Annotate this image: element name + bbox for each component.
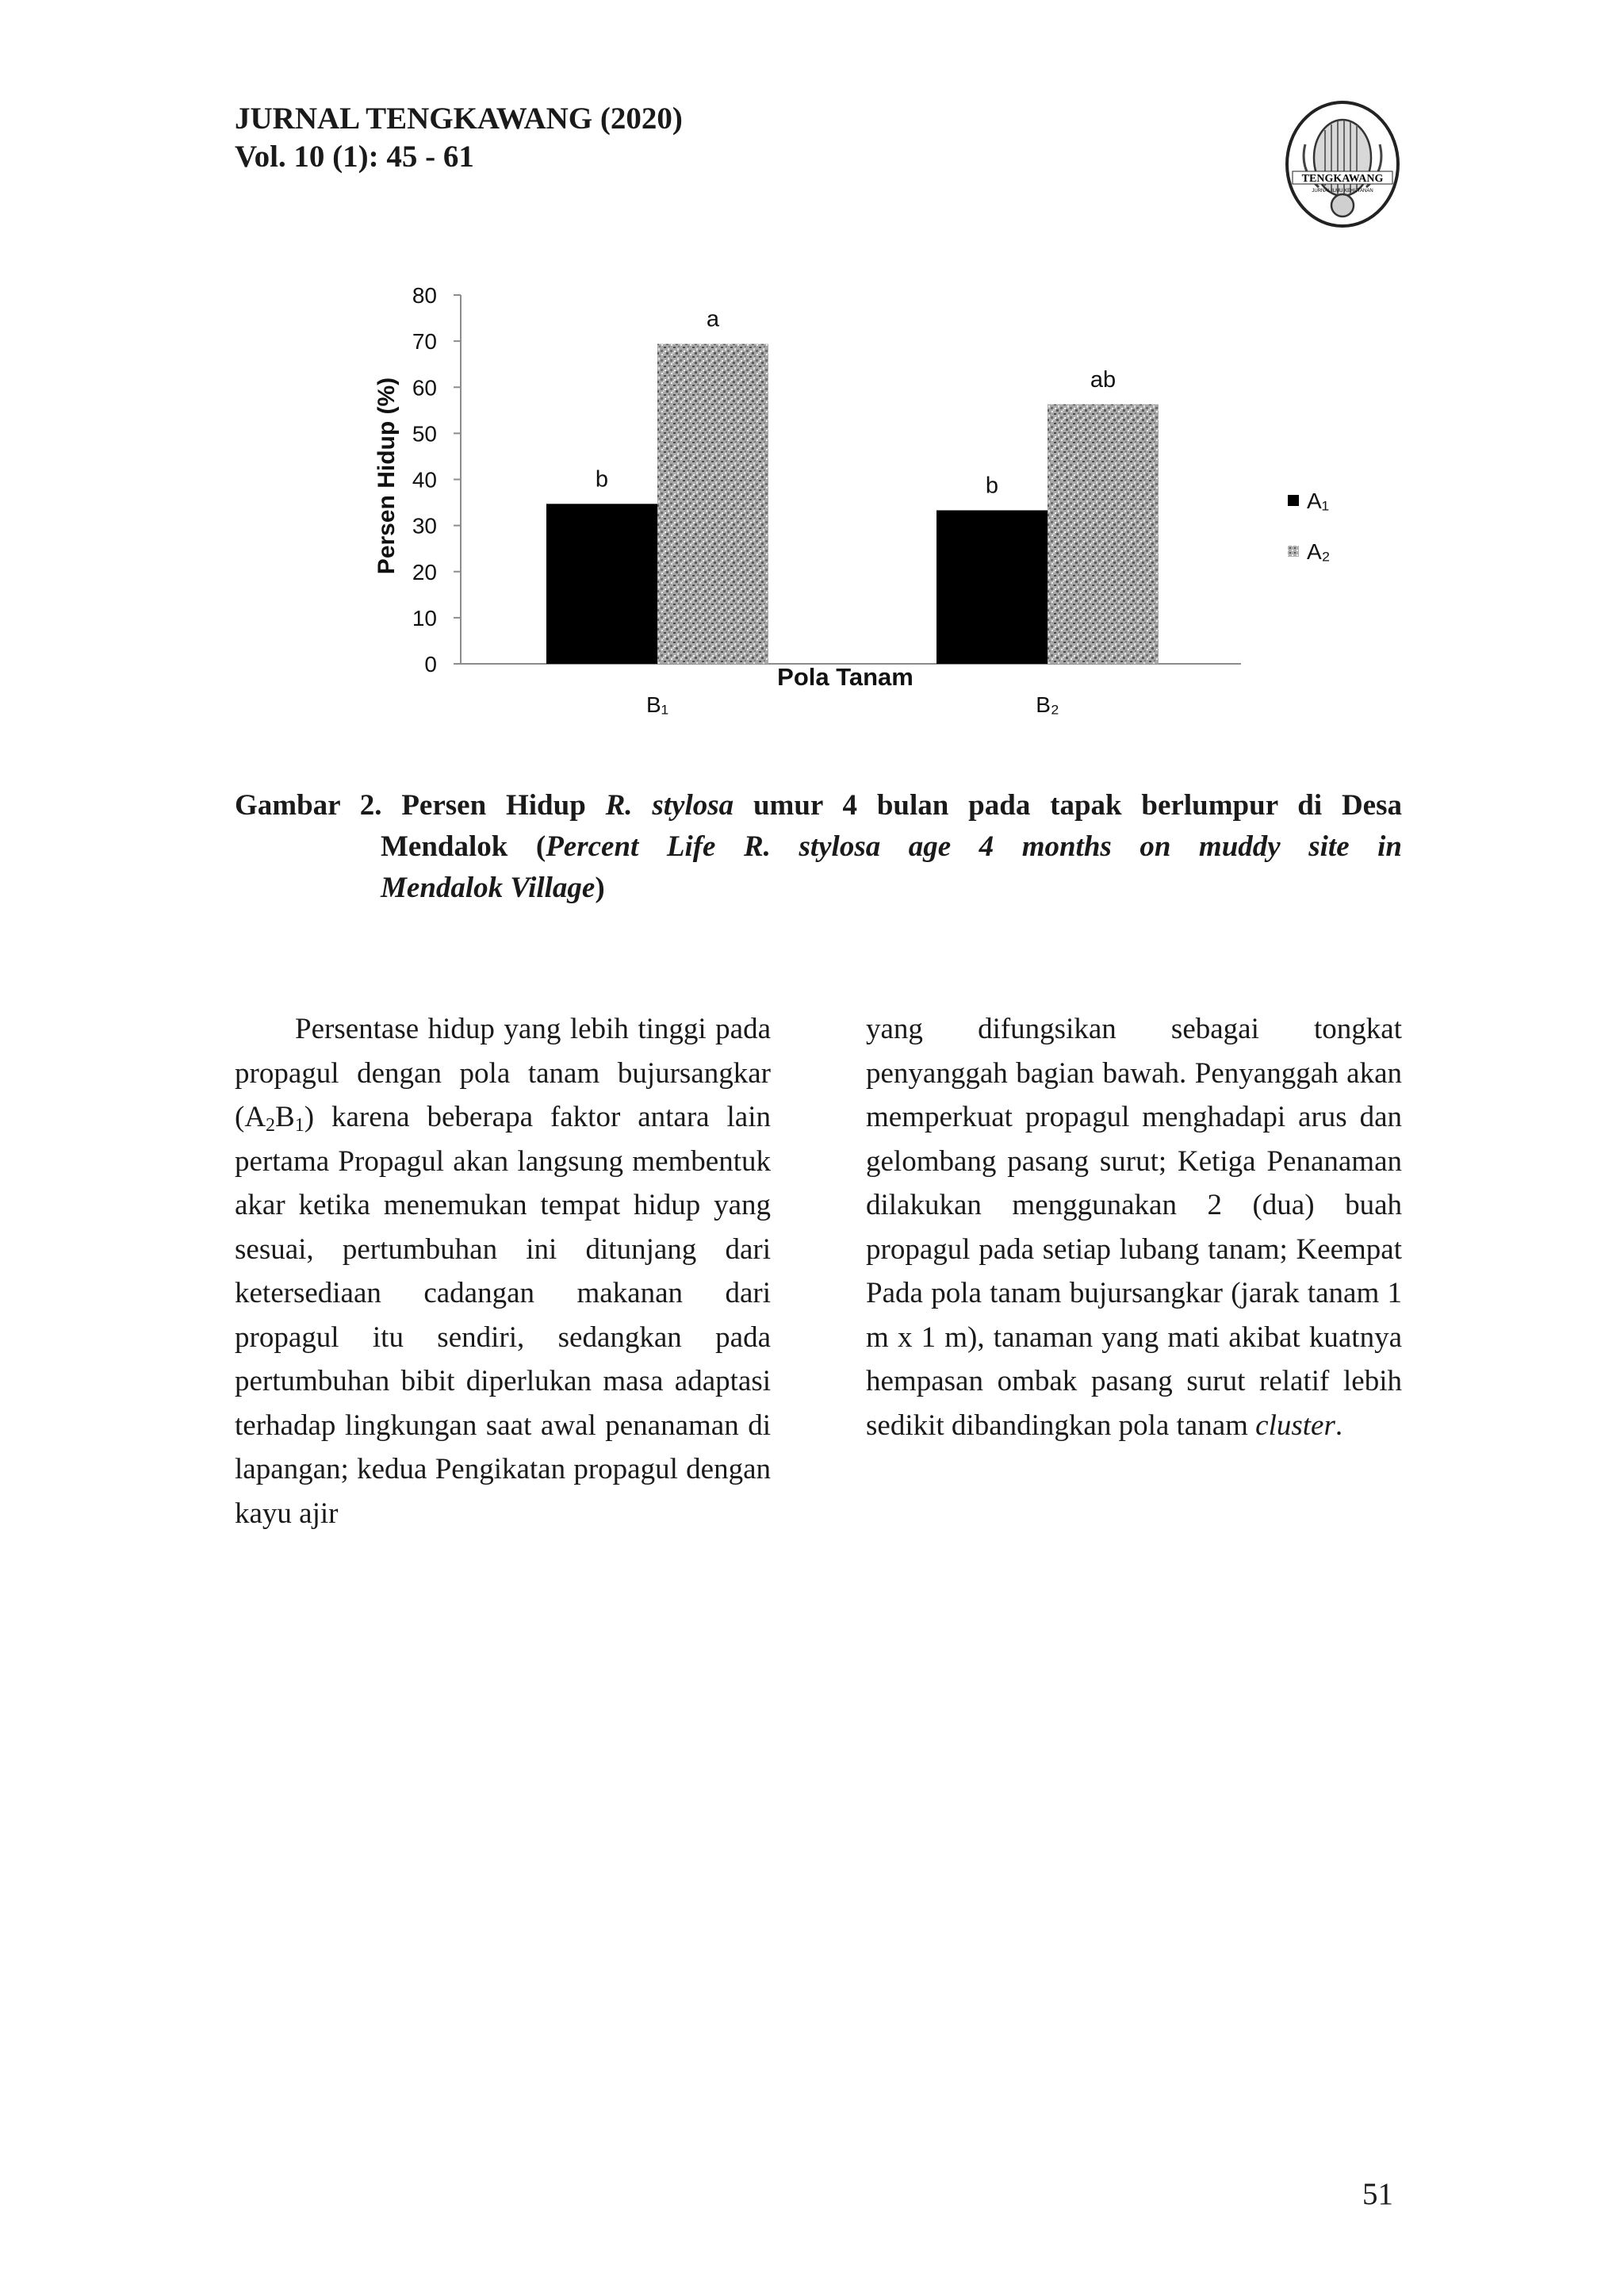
logo-subtext: JURNAL ILMU KEHUTANAN bbox=[1312, 189, 1373, 194]
body-text-right-italic: cluster bbox=[1255, 1409, 1335, 1442]
bar-significance-label: ab bbox=[1090, 366, 1116, 393]
y-tick-label: 40 bbox=[412, 467, 437, 493]
bar-A₁-B₂ bbox=[936, 510, 1048, 664]
body-paragraph-left bbox=[235, 1007, 771, 1535]
caption-english-1: Percent Life R. stylosa age 4 months on muddy site in bbox=[546, 830, 1402, 863]
caption-suffix: ) bbox=[595, 872, 605, 904]
legend-label-a2: A₂ bbox=[1307, 539, 1331, 564]
y-tick-label: 0 bbox=[424, 652, 437, 677]
y-tick-label: 70 bbox=[412, 329, 437, 355]
legend-swatch-a2 bbox=[1288, 546, 1299, 557]
bar-A₂-B₂ bbox=[1048, 404, 1159, 664]
subscript-b: 1 bbox=[294, 1115, 304, 1136]
y-tick-label: 10 bbox=[412, 605, 437, 631]
chart-legend bbox=[1288, 489, 1331, 564]
caption-mid2: Mendalok ( bbox=[381, 830, 546, 863]
bar-significance-label: a bbox=[706, 306, 720, 332]
body-text-left-1: Persentase hidup yang lebih tinggi pada propagul dengan pola tanam bujursangkar (A bbox=[235, 1013, 771, 1133]
y-tick-label: 50 bbox=[412, 421, 437, 447]
caption-english-2: Mendalok Village bbox=[381, 872, 596, 904]
subscript-a: 2 bbox=[266, 1115, 276, 1136]
caption-line-1 bbox=[235, 785, 1402, 826]
journal-title: JURNAL TENGKAWANG (2020) bbox=[235, 102, 683, 136]
y-tick-label: 20 bbox=[412, 559, 437, 585]
legend-swatch-a1 bbox=[1288, 495, 1299, 506]
bar-significance-label: b bbox=[985, 473, 999, 499]
body-text-left-3: ) karena beberapa faktor antara lain pertama Propagul akan langsung membentuk akar ketika menemukan tempat hidup yang sesuai, pertumbuhan ini ditunjang dari ketersediaan cadangan makanan dari propagul itu sendiri, sedangkan pada pertumbuhan bibit diperlukan masa adaptasi terhadap lingkungan saat awal penanaman di lapangan; kedua Pengikatan propagul dengan kayu ajir bbox=[235, 1101, 771, 1530]
bar-significance-label: b bbox=[595, 466, 609, 493]
body-text-left-2: B bbox=[275, 1101, 295, 1133]
x-axis-title: Pola Tanam bbox=[777, 663, 914, 691]
x-category-label: B₂ bbox=[1036, 692, 1059, 717]
bar-A₁-B₁ bbox=[546, 504, 657, 664]
caption-line-2 bbox=[381, 826, 1402, 868]
body-text-right-1: yang difungsikan sebagai tongkat penyanggah bagian bawah. Penyanggah akan memperkuat propagul menghadapi arus dan gelombang pasang surut; Ketiga Penanaman dilakukan menggunakan 2 (dua) buah propagul pada setiap lubang tanam; Keempat Pada pola tanam bujursangkar (jarak tanam 1 m x 1 m), tanaman yang mati akibat kuatnya hempasan ombak pasang surut relatif lebih sedikit dibandingkan pola tanam bbox=[866, 1013, 1402, 1442]
logo-text: TENGKAWANG bbox=[1301, 173, 1384, 185]
page-number: 51 bbox=[1362, 2177, 1393, 2211]
bar-A₂-B₁ bbox=[657, 344, 768, 664]
caption-line-3 bbox=[381, 868, 1402, 909]
survival-bar-chart bbox=[0, 0, 1624, 761]
legend-label-a1: A₁ bbox=[1307, 489, 1330, 513]
body-paragraph-right bbox=[866, 1007, 1402, 1447]
body-text-right-end: . bbox=[1335, 1409, 1343, 1442]
caption-prefix: Gambar 2. Persen Hidup bbox=[235, 789, 606, 822]
x-category-label: B₁ bbox=[645, 692, 669, 717]
body-column-right bbox=[866, 1007, 1402, 1447]
journal-volume: Vol. 10 (1): 45 - 61 bbox=[235, 140, 474, 174]
y-tick-label: 80 bbox=[412, 283, 437, 308]
caption-mid1: umur 4 bulan pada tapak berlumpur di Desa bbox=[733, 789, 1402, 822]
figure-caption bbox=[235, 785, 1402, 909]
body-column-left bbox=[235, 1007, 771, 1535]
y-tick-label: 60 bbox=[412, 375, 437, 401]
caption-species: R. stylosa bbox=[605, 789, 734, 822]
y-tick-label: 30 bbox=[412, 513, 437, 539]
y-axis-title: Persen Hidup (%) bbox=[373, 377, 400, 575]
